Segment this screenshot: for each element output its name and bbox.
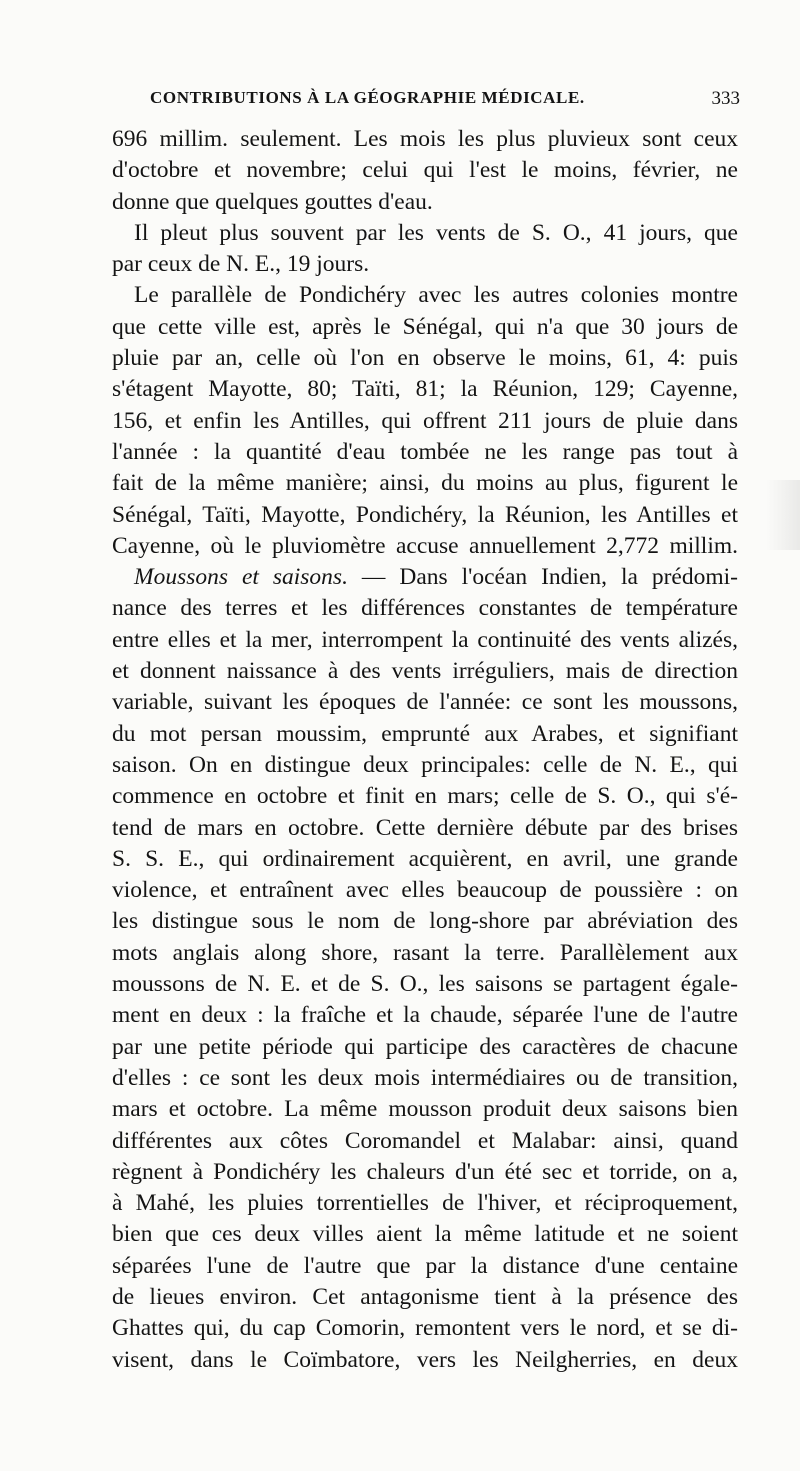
body-text	[112, 124, 738, 1376]
text-line: Cayenne, où le pluviomètre accuse annuellement 2,772 millim.	[112, 532, 738, 559]
text-line: S. S. E., qui ordinairement acquièrent, en avril, une grande	[112, 845, 738, 872]
text-line: mots anglais along shore, rasant la terre. Parallèlement aux	[112, 939, 738, 966]
text-line: Le parallèle de Pondichéry avec les autres colonies montre	[134, 282, 738, 309]
text-line: que cette ville est, après le Sénégal, qui n'a que 30 jours de	[112, 313, 738, 340]
text-line: Il pleut plus souvent par les vents de S. O., 41 jours, que	[134, 219, 738, 246]
text-line: de lieues environ. Cet antagonisme tient à la présence des	[112, 1283, 738, 1310]
page-header	[150, 88, 740, 118]
section-heading-line: Moussons et saisons. — Dans l'océan Indien, la prédomi-	[134, 564, 738, 591]
text-line: tend de mars en octobre. Cette dernière débute par des brises	[112, 814, 738, 841]
text-line: différentes aux côtes Coromandel et Malabar: ainsi, quand	[112, 1127, 738, 1154]
text-line: s'étagent Mayotte, 80; Taïti, 81; la Réunion, 129; Cayenne,	[112, 376, 738, 403]
running-title: CONTRIBUTIONS À LA GÉOGRAPHIE MÉDICALE.	[150, 88, 585, 107]
text-line: 696 millim. seulement. Les mois les plus pluvieux sont ceux	[112, 126, 738, 152]
text-line: donne que quelques gouttes d'eau.	[112, 188, 433, 215]
text-line: par ceux de N. E., 19 jours.	[112, 251, 370, 278]
text-line: variable, suivant les époques de l'année: ce sont les moussons,	[112, 689, 738, 716]
text-line: mars et octobre. La même mousson produit deux saisons bien	[112, 1096, 738, 1123]
text-line: ment en deux : la fraîche et la chaude, séparée l'une de l'autre	[112, 1002, 738, 1029]
text-line: du mot persan moussim, emprunté aux Arabes, et signifiant	[112, 720, 738, 747]
text-line: par une petite période qui participe des caractères de chacune	[112, 1033, 738, 1060]
text-line: d'octobre et novembre; celui qui l'est le moins, février, ne	[112, 157, 738, 184]
text-line: et donnent naissance à des vents irréguliers, mais de direction	[112, 658, 738, 685]
text-line: l'année : la quantité d'eau tombée ne les range pas tout à	[112, 438, 738, 465]
text-line: moussons de N. E. et de S. O., les saisons se partagent égale-	[112, 971, 738, 998]
text-line: d'elles : ce sont les deux mois intermédiaires ou de transition,	[112, 1064, 738, 1091]
text-line: séparées l'une de l'autre que par la distance d'une centaine	[112, 1252, 738, 1279]
text-line: Ghattes qui, du cap Comorin, remontent vers le nord, et se di-	[112, 1315, 738, 1342]
text-line: 156, et enfin les Antilles, qui offrent 211 jours de pluie dans	[112, 407, 738, 434]
text-line: bien que ces deux villes aient la même latitude et ne soient	[112, 1221, 738, 1248]
text-line: entre elles et la mer, interrompent la continuité des vents alizés,	[112, 626, 738, 653]
text-line: règnent à Pondichéry les chaleurs d'un été sec et torride, on a,	[112, 1158, 738, 1185]
text-line: saison. On en distingue deux principales: celle de N. E., qui	[112, 751, 738, 778]
text-line: violence, et entraînent avec elles beaucoup de poussière : on	[112, 877, 738, 904]
text-line: commence en octobre et finit en mars; celle de S. O., qui s'é-	[112, 783, 738, 810]
page-number: 333	[711, 88, 740, 109]
section-heading: Moussons et saisons.	[134, 564, 348, 591]
text-line: fait de la même manière; ainsi, du moins au plus, figurent le	[112, 470, 738, 497]
text-line: Sénégal, Taïti, Mayotte, Pondichéry, la Réunion, les Antilles et	[112, 501, 738, 528]
text-line: nance des terres et les différences constantes de température	[112, 595, 738, 622]
text-line: les distingue sous le nom de long-shore par abréviation des	[112, 908, 738, 935]
bleed-through-shadow	[766, 480, 800, 550]
text-line: visent, dans le Coïmbatore, vers les Neilgherries, en deux	[112, 1346, 738, 1373]
text-line: pluie par an, celle où l'on en observe le moins, 61, 4: puis	[112, 345, 738, 372]
text-line: à Mahé, les pluies torrentielles de l'hiver, et réciproquement,	[112, 1190, 738, 1217]
